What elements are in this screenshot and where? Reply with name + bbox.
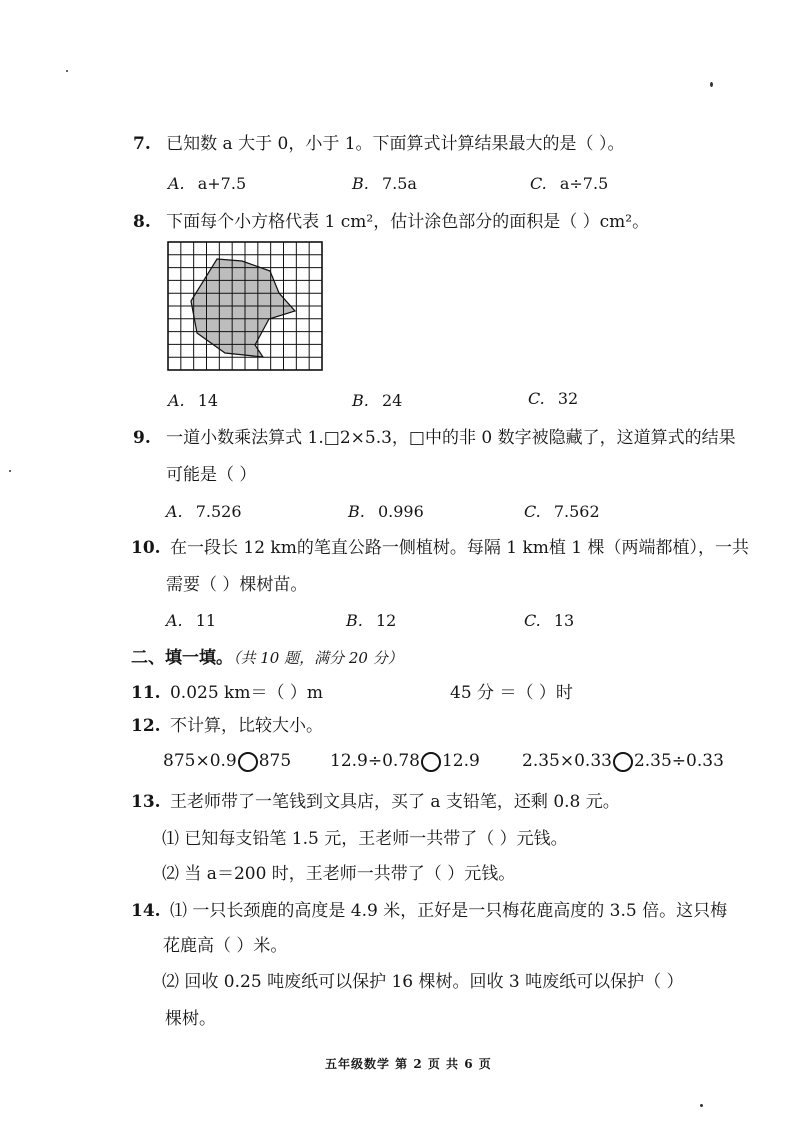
q7-option-a: [168, 174, 246, 194]
option-text: a+7.5: [197, 174, 247, 193]
option-text: 0.996: [377, 502, 424, 521]
option-text: 13: [553, 611, 575, 630]
q14-sub1-line1: ⑴ 一只长颈鹿的高度是 4.9 米，正好是一只梅花鹿高度的 3.5 倍。这只梅: [169, 901, 728, 921]
q9-option-c: [524, 502, 600, 522]
scan-speck: [9, 470, 11, 472]
comparison-left: 12.9÷0.78: [330, 751, 420, 771]
q9-number: 9.: [133, 428, 151, 448]
comparison-right: 2.35÷0.33: [633, 751, 724, 771]
section-2-title: 二、填一填。: [131, 648, 233, 668]
option-letter: A.: [168, 174, 185, 193]
q9-text-line2: 可能是（ ）: [166, 465, 257, 485]
comparison-left: 875×0.9: [163, 751, 237, 771]
comparison-circle[interactable]: [613, 752, 633, 772]
option-letter: B.: [348, 502, 365, 521]
q8-number: 8.: [133, 212, 151, 232]
grid-figure: [167, 241, 323, 371]
q9-option-b: [348, 502, 424, 522]
option-letter: C.: [524, 502, 541, 521]
q10-stem-line1: [131, 538, 749, 558]
option-letter: A.: [166, 502, 183, 521]
option-letter: B.: [352, 174, 369, 193]
q8-option-a: [168, 391, 218, 411]
q12-text: 不计算，比较大小。: [169, 716, 323, 736]
q7-option-b: [352, 174, 417, 194]
q10-text-line2: 需要（ ）棵树苗。: [166, 575, 308, 595]
scan-speck: [710, 82, 713, 87]
option-letter: C.: [530, 174, 547, 193]
grid-lines: [168, 242, 322, 370]
option-letter: C.: [528, 389, 545, 408]
q7-option-c: [530, 174, 608, 194]
q14-sub2-line1: ⑵ 回收 0.25 吨废纸可以保护 16 棵树。回收 3 吨废纸可以保护（ ）: [162, 972, 684, 992]
q12-comparison-2: [330, 751, 480, 772]
option-text: 7.5a: [381, 174, 417, 193]
q7-text: 已知数 a 大于 0，小于 1。下面算式计算结果最大的是（ ）。: [166, 134, 625, 154]
q10-text-line1: 在一段长 12 km的笔直公路一侧植树。每隔 1 km植 1 棵（两端都植），一共: [169, 538, 750, 558]
scan-speck: [66, 70, 68, 72]
q12-number: 12.: [131, 716, 161, 736]
option-letter: A.: [166, 611, 183, 630]
option-text: 7.526: [195, 502, 242, 521]
q9-text-line1: 一道小数乘法算式 1.□2×5.3，□中的非 0 数字被隐藏了，这道算式的结果: [166, 428, 736, 448]
q14-number: 14.: [131, 901, 161, 921]
q9-option-a: [166, 502, 242, 522]
q14-stem: [131, 901, 727, 921]
section-2-heading: [131, 648, 403, 668]
q10-option-a: [166, 611, 216, 631]
q12-stem: [131, 716, 323, 736]
q11-line: [131, 683, 323, 703]
q12-comparison-3: [522, 751, 724, 772]
q8-text: 下面每个小方格代表 1 cm²，估计涂色部分的面积是（ ）cm²。: [166, 212, 650, 232]
option-text: 24: [381, 391, 403, 410]
q7-number: 7.: [133, 134, 151, 154]
q8-option-b: [352, 391, 402, 411]
option-letter: A.: [168, 391, 185, 410]
q8-option-c: [528, 389, 578, 409]
option-letter: B.: [346, 611, 363, 630]
q10-number: 10.: [131, 538, 161, 558]
section-2-note: （共 10 题，满分 20 分）: [233, 649, 403, 667]
option-text: a÷7.5: [559, 174, 609, 193]
q12-comparison-1: [163, 751, 291, 772]
page-footer: 五年级数学 第 2 页 共 6 页: [325, 1057, 492, 1071]
q13-stem: [131, 792, 620, 812]
option-text: 7.562: [553, 502, 600, 521]
q8-stem: [133, 212, 649, 232]
comparison-left: 2.35×0.33: [522, 751, 612, 771]
q13-number: 13.: [131, 792, 161, 812]
q11-part2: 45 分 ＝（ ）时: [450, 683, 573, 703]
q7-stem: [133, 134, 624, 154]
q10-option-b: [346, 611, 396, 631]
option-text: 14: [197, 391, 219, 410]
q13-sub2: ⑵ 当 a＝200 时，王老师一共带了（ ）元钱。: [162, 864, 516, 884]
q13-text: 王老师带了一笔钱到文具店，买了 a 支铅笔，还剩 0.8 元。: [169, 792, 620, 812]
q14-sub2-line2: 棵树。: [165, 1009, 216, 1029]
q11-number: 11.: [131, 683, 161, 703]
q9-stem-line1: [133, 428, 736, 448]
q14-sub1-line2: 花鹿高（ ）米。: [163, 936, 288, 956]
q10-option-c: [524, 611, 574, 631]
comparison-right: 875: [258, 751, 292, 771]
option-text: 12: [375, 611, 397, 630]
comparison-circle[interactable]: [421, 752, 441, 772]
option-text: 11: [195, 611, 217, 630]
option-letter: B.: [352, 391, 369, 410]
option-letter: C.: [524, 611, 541, 630]
comparison-circle[interactable]: [238, 752, 258, 772]
option-text: 32: [557, 389, 579, 408]
q13-sub1: ⑴ 已知每支铅笔 1.5 元，王老师一共带了（ ）元钱。: [162, 829, 568, 849]
q11-part1: 0.025 km＝（ ）m: [169, 683, 324, 703]
scan-speck: [700, 1104, 703, 1107]
comparison-right: 12.9: [441, 751, 480, 771]
